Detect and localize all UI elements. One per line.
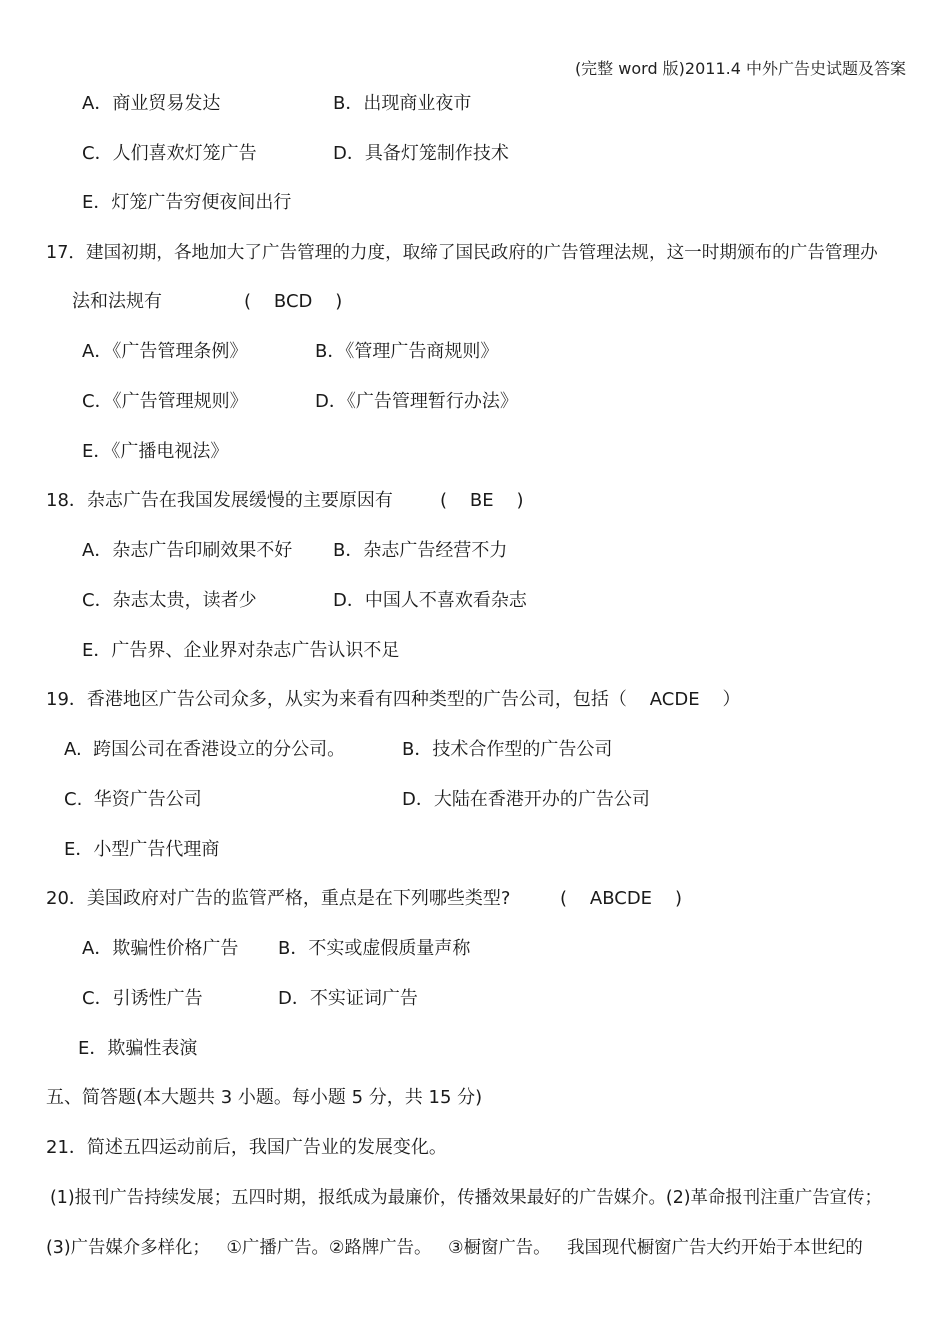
q20-answer: ( ABCDE ) [560,888,682,909]
q18-answer: ( BE ) [440,490,524,511]
q16-option-c: C．人们喜欢灯笼广告 [82,143,257,164]
q16-option-d: D．具备灯笼制作技术 [333,143,509,164]
q18-option-c: C．杂志太贵，读者少 [82,590,257,611]
q17-option-d: D．《广告管理暂行办法》 [315,391,518,412]
q18-option-e: E．广告界、企业界对杂志广告认识不足 [82,640,400,661]
page-header: (完整 word 版)2011.4 中外广告史试题及答案 [574,59,906,78]
q19-option-b: B．技术合作型的广告公司 [402,739,613,760]
q21-answer-line1: (1)报刊广告持续发展；五四时期，报纸成为最廉价，传播效果最好的广告媒介。(2)革命报刊注重广告宣传； [50,1188,882,1208]
q17-option-b: B．《管理广告商规则》 [315,341,499,362]
q19-option-a: A. 跨国公司在香港设立的分公司。 [64,739,346,760]
q16-option-b: B．出现商业夜市 [333,93,472,114]
q20-option-e: E．欺骗性表演 [78,1038,198,1059]
q19-option-d: D．大陆在香港开办的广告公司 [402,789,650,810]
q21-answer-line2: (3)广告媒介多样化； ①广播广告。②路牌广告。 ③橱窗广告。 我国现代橱窗广告大约开始于本世纪的 [46,1238,863,1258]
q18-option-a: A．杂志广告印刷效果不好 [82,540,293,561]
q19-option-e: E．小型广告代理商 [64,839,220,860]
q20-option-d: D．不实证词广告 [278,988,418,1009]
q18-option-b: B．杂志广告经营不力 [333,540,508,561]
q20-option-a: A．欺骗性价格广告 [82,938,239,959]
q20-option-b: B．不实或虚假质量声称 [278,938,471,959]
q21-stem: 21．简述五四运动前后，我国广告业的发展变化。 [46,1137,447,1158]
q20-stem: 20．美国政府对广告的监管严格，重点是在下列哪些类型? [46,888,511,909]
q17-option-a: A．《广告管理条例》 [82,341,248,362]
q17-answer: ( BCD ) [244,291,343,312]
q20-option-c: C．引诱性广告 [82,988,203,1009]
q19-option-c: C. 华资广告公司 [64,789,202,810]
q17-stem-line1: 17．建国初期，各地加大了广告管理的力度，取缔了国民政府的广告管理法规，这一时期颁布的广告管理办 [46,243,878,263]
q16-option-e: E．灯笼广告穷便夜间出行 [82,192,292,213]
section-heading: 五、简答题(本大题共 3 小题。每小题 5 分，共 15 分) [46,1087,483,1108]
q17-option-c: C．《广告管理规则》 [82,391,248,412]
q18-option-d: D．中国人不喜欢看杂志 [333,590,527,611]
q18-stem: 18．杂志广告在我国发展缓慢的主要原因有 [46,490,393,511]
q19-stem: 19．香港地区广告公司众多，从实为来看有四种类型的广告公司，包括（ ACDE ） [46,689,741,710]
q17-stem-line2: 法和法规有 [72,291,162,312]
q17-option-e: E．《广播电视法》 [82,441,229,462]
q16-option-a: A．商业贸易发达 [82,93,221,114]
